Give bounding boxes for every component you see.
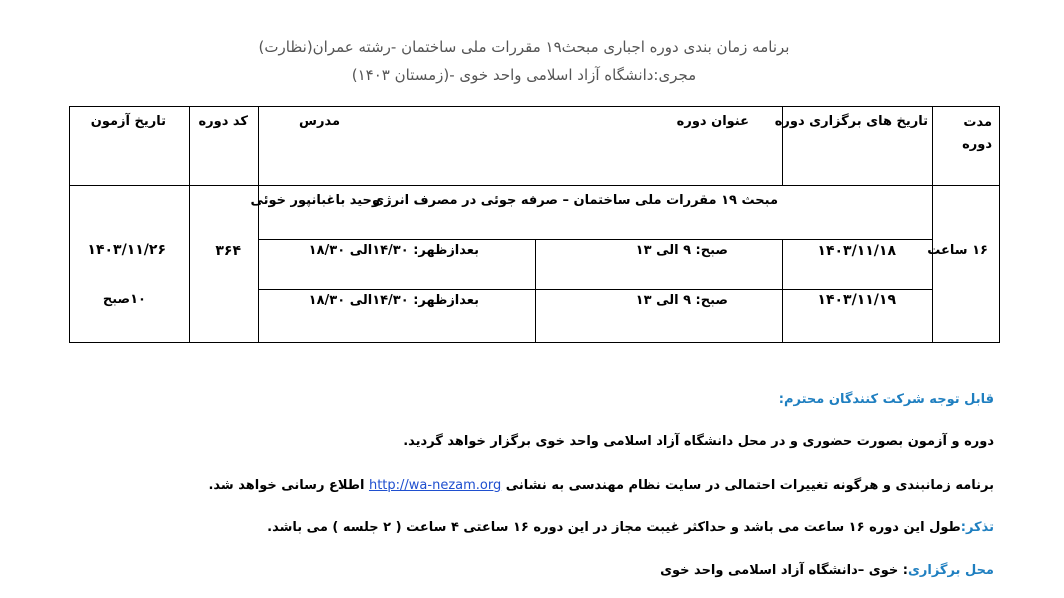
- session-morning: صبح: ۹ الی ۱۳: [635, 243, 728, 258]
- session-morning: صبح: ۹ الی ۱۳: [635, 293, 728, 308]
- table-divider: [189, 106, 190, 342]
- page-subtitle: مجری:دانشگاه آزاد اسلامی واحد خوی -(زمستان ۱۴۰۳): [351, 66, 697, 84]
- table-divider: [782, 239, 783, 342]
- venue-line: [660, 563, 994, 578]
- venue-label: محل برگزاری: [907, 563, 994, 578]
- table-divider: [535, 239, 536, 342]
- header-exam-date: تاریخ آزمون: [90, 114, 166, 129]
- session-afternoon: بعدازظهر: ۱۴/۳۰الی ۱۸/۳۰: [308, 293, 479, 308]
- table-divider: [258, 239, 932, 240]
- table-divider: [932, 106, 933, 342]
- table-divider: [258, 289, 932, 290]
- session-date: ۱۴۰۳/۱۱/۱۹: [817, 292, 896, 308]
- notice-line-1: دوره و آزمون بصورت حضوری و در محل دانشگاه آزاد اسلامی واحد خوی برگزار خواهد گردید.: [403, 434, 994, 449]
- notice-line-2: [208, 478, 994, 493]
- exam-time: ۱۰صبح: [102, 292, 146, 307]
- course-code: ۳۶۴: [215, 243, 241, 259]
- reminder-line: [267, 520, 994, 535]
- table-divider: [258, 106, 259, 342]
- course-title: مبحث ۱۹ مقررات ملی ساختمان – صرفه جوئی در مصرف انرژی: [372, 193, 778, 208]
- nezam-site-link[interactable]: http://wa-nezam.org: [368, 478, 502, 493]
- course-teacher: وحید باغبانپور خوئی: [250, 193, 380, 208]
- reminder-label: تذکر:: [960, 520, 994, 535]
- session-date: ۱۴۰۳/۱۱/۱۸: [817, 243, 896, 259]
- notice-line-2-start: برنامه زمانبندی و هرگونه تغییرات احتمالی در سایت نظام مهندسی به نشانی: [505, 478, 994, 493]
- notice-line-2-end: اطلاع رسانی خواهد شد.: [208, 478, 365, 493]
- notice-heading: قابل توجه شرکت کنندگان محترم:: [778, 392, 994, 407]
- header-dates: تاریخ های برگزاری دوره: [774, 114, 928, 129]
- header-title: عنوان دوره: [676, 114, 749, 129]
- header-code: کد دوره: [198, 114, 248, 129]
- header-duration: مدت دوره: [962, 115, 992, 152]
- venue-text: : خوی –دانشگاه آزاد اسلامی واحد خوی: [660, 563, 908, 578]
- header-teacher: مدرس: [299, 114, 340, 129]
- reminder-text: طول این دوره ۱۶ ساعت می باشد و حداکثر غیبت مجاز در این دوره ۱۶ ساعتی ۴ ساعت ( ۲ جلسه ) می باشد.: [267, 520, 961, 535]
- exam-date: ۱۴۰۳/۱۱/۲۶: [87, 242, 166, 258]
- course-duration: ۱۶ ساعت: [927, 243, 988, 258]
- table-divider: [69, 185, 999, 186]
- page-title: برنامه زمان بندی دوره اجباری مبحث۱۹ مقررات ملی ساختمان -رشته عمران(نظارت): [258, 38, 790, 56]
- session-afternoon: بعدازظهر: ۱۴/۳۰الی ۱۸/۳۰: [308, 243, 479, 258]
